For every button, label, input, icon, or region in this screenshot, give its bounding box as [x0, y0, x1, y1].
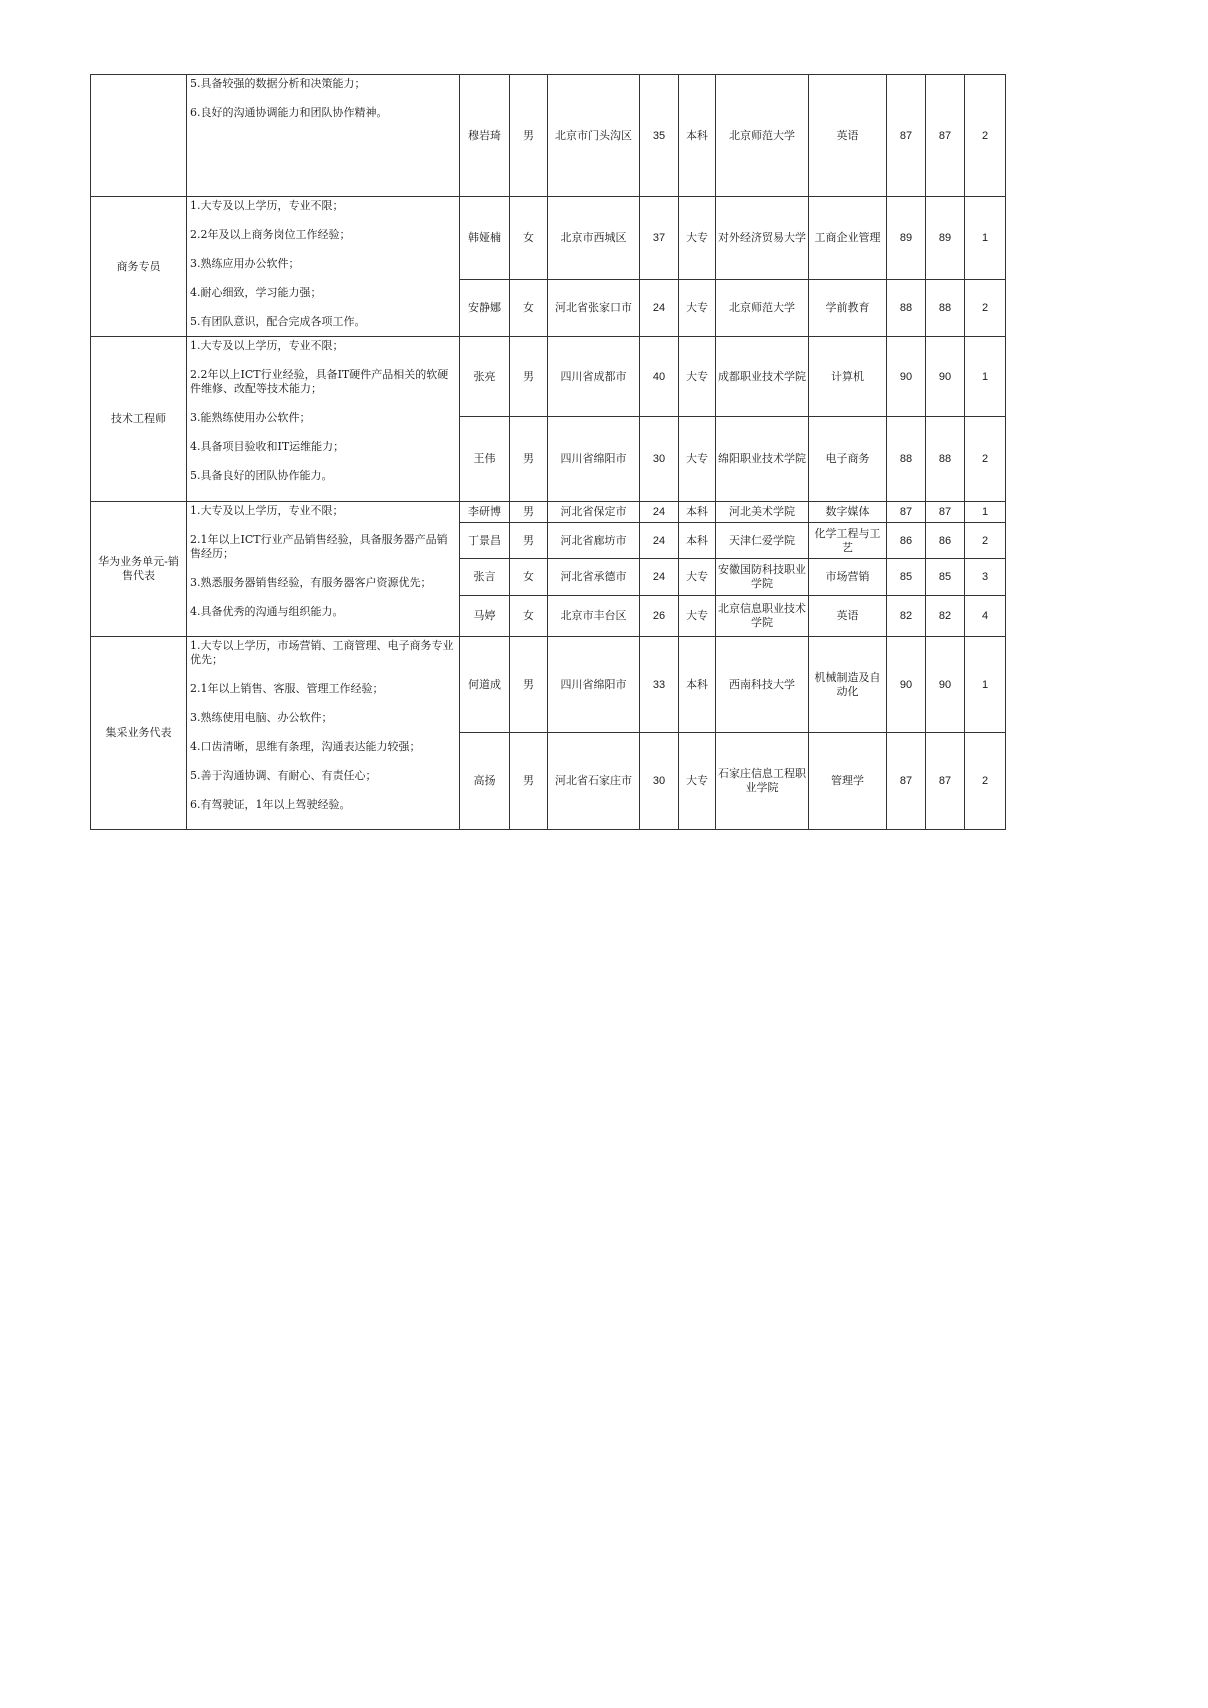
requirement-item: 2.2年以上ICT行业经验，具备IT硬件产品相关的软硬件维修、改配等技术能力； [190, 368, 449, 395]
candidate-major: 计算机 [809, 337, 887, 417]
requirement-item: 2.1年以上ICT行业产品销售经验，具备服务器产品销售经历； [190, 533, 448, 560]
candidate-gender: 男 [510, 417, 548, 502]
table-row [91, 637, 1006, 733]
candidate-rank: 2 [965, 280, 1006, 337]
candidate-major: 数字媒体 [809, 502, 887, 523]
candidate-school: 北京信息职业技术学院 [716, 596, 809, 637]
candidate-rank: 2 [965, 417, 1006, 502]
position-title: 商务专员 [91, 197, 187, 337]
candidate-age: 40 [640, 337, 679, 417]
candidate-school: 北京师范大学 [716, 280, 809, 337]
candidate-major: 机械制造及自动化 [809, 637, 887, 733]
candidate-score-2: 88 [926, 417, 965, 502]
requirement-item: 3.熟悉服务器销售经验，有服务器客户资源优先； [190, 576, 432, 589]
candidate-education: 大专 [679, 197, 716, 280]
candidate-score-2: 87 [926, 75, 965, 197]
candidate-score-2: 82 [926, 596, 965, 637]
candidate-score-2: 90 [926, 637, 965, 733]
requirement-item: 2.1年以上销售、客服、管理工作经验； [190, 682, 384, 695]
candidate-education: 本科 [679, 502, 716, 523]
candidate-name: 张亮 [460, 337, 510, 417]
candidate-major: 市场营销 [809, 559, 887, 596]
candidate-age: 35 [640, 75, 679, 197]
candidate-age: 24 [640, 559, 679, 596]
recruitment-table [90, 74, 1006, 830]
requirement-item: 1.大专以上学历，市场营销、工商管理、电子商务专业优先； [190, 639, 454, 666]
candidate-school: 北京师范大学 [716, 75, 809, 197]
candidate-gender: 男 [510, 733, 548, 830]
candidate-age: 30 [640, 417, 679, 502]
position-title: 技术工程师 [91, 337, 187, 502]
candidate-age: 24 [640, 523, 679, 559]
candidate-gender: 女 [510, 596, 548, 637]
candidate-score-2: 85 [926, 559, 965, 596]
candidate-age: 24 [640, 502, 679, 523]
candidate-score-2: 86 [926, 523, 965, 559]
candidate-name: 韩娅楠 [460, 197, 510, 280]
table-row [91, 197, 1006, 280]
table-row [91, 502, 1006, 523]
candidate-rank: 2 [965, 733, 1006, 830]
candidate-school: 石家庄信息工程职业学院 [716, 733, 809, 830]
candidate-origin: 四川省绵阳市 [548, 637, 640, 733]
candidate-rank: 4 [965, 596, 1006, 637]
candidate-score-1: 85 [887, 559, 926, 596]
candidate-major: 英语 [809, 596, 887, 637]
table-row [91, 337, 1006, 417]
candidate-education: 大专 [679, 733, 716, 830]
requirements-cell [187, 197, 460, 337]
candidate-score-1: 87 [887, 733, 926, 830]
requirement-item: 3.熟练应用办公软件； [190, 257, 300, 270]
candidate-age: 24 [640, 280, 679, 337]
requirements-cell [187, 337, 460, 502]
candidate-age: 30 [640, 733, 679, 830]
candidate-score-1: 86 [887, 523, 926, 559]
requirement-item: 5.善于沟通协调、有耐心、有责任心； [190, 769, 377, 782]
candidate-rank: 1 [965, 197, 1006, 280]
candidate-school: 成都职业技术学院 [716, 337, 809, 417]
candidate-name: 李研博 [460, 502, 510, 523]
candidate-gender: 女 [510, 197, 548, 280]
candidate-name: 穆岩琦 [460, 75, 510, 197]
candidate-gender: 男 [510, 502, 548, 523]
candidate-rank: 2 [965, 75, 1006, 197]
candidate-major: 英语 [809, 75, 887, 197]
candidate-score-1: 89 [887, 197, 926, 280]
requirement-item: 1.大专及以上学历，专业不限； [190, 199, 344, 212]
candidate-age: 33 [640, 637, 679, 733]
candidate-major: 电子商务 [809, 417, 887, 502]
requirement-item: 1.大专及以上学历，专业不限； [190, 339, 344, 352]
candidate-origin: 四川省成都市 [548, 337, 640, 417]
position-title: 集采业务代表 [91, 637, 187, 830]
requirement-item: 4.具备项目验收和IT运维能力； [190, 440, 345, 453]
candidate-school: 绵阳职业技术学院 [716, 417, 809, 502]
candidate-name: 安静娜 [460, 280, 510, 337]
requirements-cell [187, 637, 460, 830]
candidate-origin: 河北省张家口市 [548, 280, 640, 337]
candidate-school: 西南科技大学 [716, 637, 809, 733]
candidate-education: 大专 [679, 596, 716, 637]
candidate-gender: 男 [510, 337, 548, 417]
candidate-origin: 北京市丰台区 [548, 596, 640, 637]
candidate-name: 丁景昌 [460, 523, 510, 559]
table-row [91, 75, 1006, 197]
requirement-item: 1.大专及以上学历，专业不限； [190, 504, 344, 517]
candidate-education: 本科 [679, 637, 716, 733]
candidate-score-1: 90 [887, 337, 926, 417]
candidate-origin: 四川省绵阳市 [548, 417, 640, 502]
candidate-gender: 女 [510, 559, 548, 596]
candidate-school: 天津仁爱学院 [716, 523, 809, 559]
requirement-item: 5.具备良好的团队协作能力。 [190, 469, 333, 482]
candidate-origin: 河北省保定市 [548, 502, 640, 523]
candidate-name: 何道成 [460, 637, 510, 733]
position-title [91, 75, 187, 197]
requirement-item: 6.良好的沟通协调能力和团队协作精神。 [190, 106, 388, 119]
requirements-cell [187, 502, 460, 637]
candidate-education: 大专 [679, 280, 716, 337]
candidate-major: 管理学 [809, 733, 887, 830]
candidate-score-2: 87 [926, 733, 965, 830]
candidate-major: 学前教育 [809, 280, 887, 337]
candidate-gender: 男 [510, 523, 548, 559]
candidate-rank: 2 [965, 523, 1006, 559]
candidate-gender: 男 [510, 637, 548, 733]
candidate-rank: 3 [965, 559, 1006, 596]
candidate-score-1: 82 [887, 596, 926, 637]
candidate-education: 本科 [679, 75, 716, 197]
candidate-score-2: 88 [926, 280, 965, 337]
requirement-item: 6.有驾驶证，1年以上驾驶经验。 [190, 798, 351, 811]
position-title: 华为业务单元-销售代表 [91, 502, 187, 637]
requirements-cell [187, 75, 460, 197]
requirement-item: 5.具备较强的数据分析和决策能力； [190, 77, 366, 90]
candidate-education: 大专 [679, 417, 716, 502]
candidate-name: 高扬 [460, 733, 510, 830]
candidate-score-2: 87 [926, 502, 965, 523]
candidate-name: 王伟 [460, 417, 510, 502]
candidate-education: 大专 [679, 337, 716, 417]
candidate-rank: 1 [965, 502, 1006, 523]
candidate-name: 马婷 [460, 596, 510, 637]
candidate-major: 化学工程与工艺 [809, 523, 887, 559]
candidate-origin: 河北省承德市 [548, 559, 640, 596]
requirement-item: 4.口齿清晰，思维有条理，沟通表达能力较强； [190, 740, 421, 753]
candidate-education: 大专 [679, 559, 716, 596]
candidate-school: 河北美术学院 [716, 502, 809, 523]
candidate-school: 对外经济贸易大学 [716, 197, 809, 280]
candidate-school: 安徽国防科技职业学院 [716, 559, 809, 596]
candidate-name: 张言 [460, 559, 510, 596]
requirement-item: 5.有团队意识，配合完成各项工作。 [190, 315, 366, 328]
candidate-education: 本科 [679, 523, 716, 559]
requirement-item: 3.能熟练使用办公软件； [190, 411, 311, 424]
candidate-gender: 男 [510, 75, 548, 197]
candidate-score-2: 89 [926, 197, 965, 280]
candidate-origin: 北京市西城区 [548, 197, 640, 280]
requirement-item: 4.耐心细致，学习能力强； [190, 286, 322, 299]
candidate-major: 工商企业管理 [809, 197, 887, 280]
candidate-gender: 女 [510, 280, 548, 337]
requirement-item: 3.熟练使用电脑、办公软件； [190, 711, 333, 724]
candidate-score-1: 87 [887, 75, 926, 197]
candidate-origin: 河北省廊坊市 [548, 523, 640, 559]
candidate-age: 26 [640, 596, 679, 637]
candidate-score-1: 90 [887, 637, 926, 733]
requirement-item: 4.具备优秀的沟通与组织能力。 [190, 605, 344, 618]
candidate-score-2: 90 [926, 337, 965, 417]
candidate-score-1: 88 [887, 280, 926, 337]
candidate-score-1: 87 [887, 502, 926, 523]
requirement-item: 2.2年及以上商务岗位工作经验； [190, 228, 351, 241]
candidate-rank: 1 [965, 337, 1006, 417]
candidate-origin: 河北省石家庄市 [548, 733, 640, 830]
candidate-age: 37 [640, 197, 679, 280]
candidate-rank: 1 [965, 637, 1006, 733]
candidate-score-1: 88 [887, 417, 926, 502]
candidate-origin: 北京市门头沟区 [548, 75, 640, 197]
